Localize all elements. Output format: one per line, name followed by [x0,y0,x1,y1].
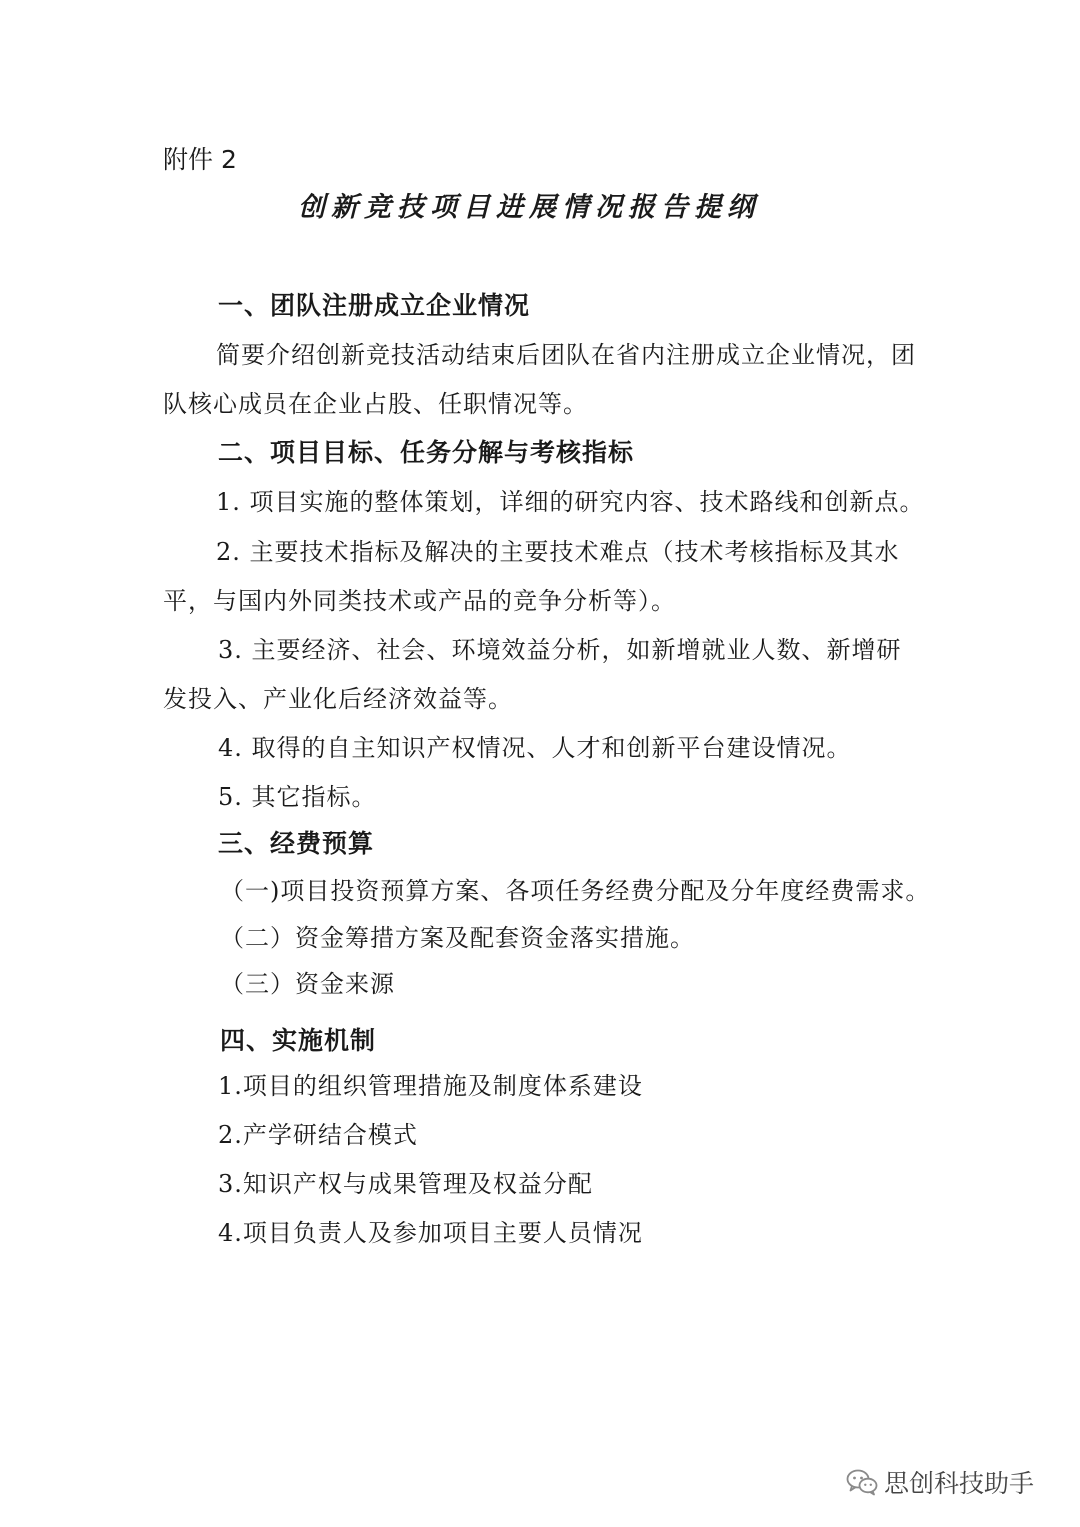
section-heading-3: 三、经费预算 [218,829,375,858]
paragraph-line: （二）资金筹措方案及配套资金落实措施。 [220,924,695,952]
paragraph-line: 队核心成员在企业占股、任职情况等。 [163,390,588,418]
wechat-icon [846,1468,878,1496]
paragraph-line: （一)项目投资预算方案、各项任务经费分配及分年度经费需求。 [220,877,931,905]
paragraph-line: 发投入、产业化后经济效益等。 [163,685,513,713]
paragraph-line: 2. 主要技术指标及解决的主要技术难点（技术考核指标及其水 [216,538,900,566]
section-heading-2: 二、项目目标、任务分解与考核指标 [218,438,635,467]
paragraph-line: 4. 取得的自主知识产权情况、人才和创新平台建设情况。 [218,734,852,762]
paragraph-line: 5. 其它指标。 [218,783,377,811]
paragraph-line: 1.项目的组织管理措施及制度体系建设 [218,1072,643,1100]
paragraph-line: 2.产学研结合模式 [218,1121,418,1149]
paragraph-line: 简要介绍创新竞技活动结束后团队在省内注册成立企业情况，团 [216,341,916,369]
paragraph-line: 3.知识产权与成果管理及权益分配 [218,1170,593,1198]
watermark-text: 思创科技助手 [884,1469,1035,1498]
paragraph-line: 4.项目负责人及参加项目主要人员情况 [218,1219,643,1247]
paragraph-line: 3. 主要经济、社会、环境效益分析，如新增就业人数、新增研 [218,636,902,664]
section-heading-1: 一、团队注册成立企业情况 [218,291,531,320]
paragraph-line: 1. 项目实施的整体策划，详细的研究内容、技术路线和创新点。 [216,488,925,516]
document-title: 创新竞技项目进展情况报告提纲 [298,192,760,223]
attachment-label: 附件 2 [163,145,237,174]
paragraph-line: （三）资金来源 [220,970,395,998]
section-heading-4: 四、实施机制 [220,1026,377,1055]
paragraph-line: 平，与国内外同类技术或产品的竞争分析等）。 [163,587,676,615]
watermark [846,1464,1034,1500]
